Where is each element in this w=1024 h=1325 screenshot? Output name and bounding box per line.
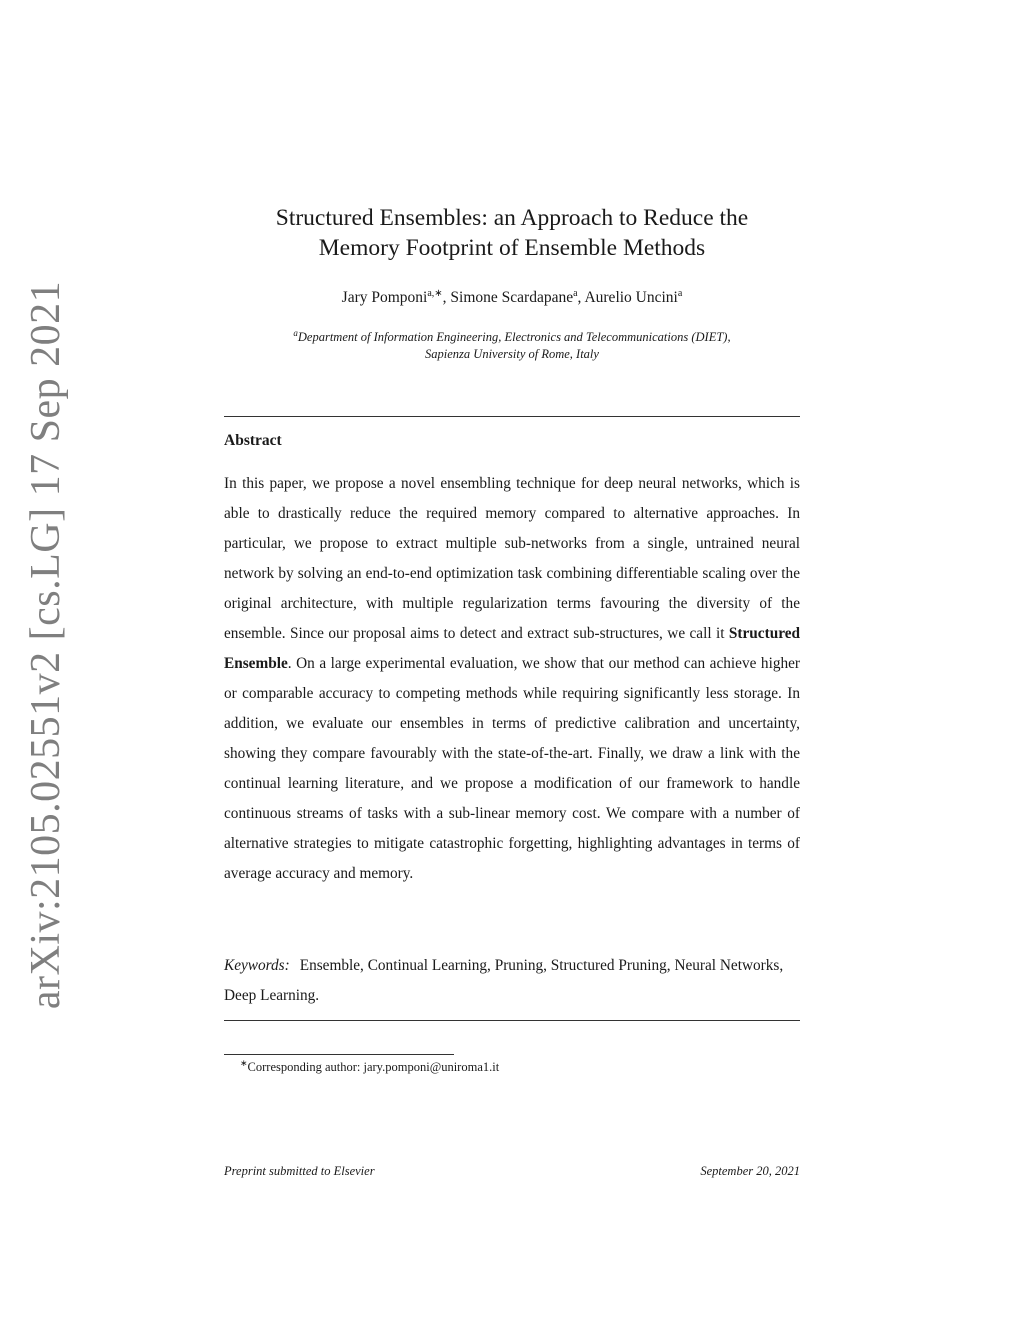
abstract-body (224, 469, 800, 889)
footer-date: September 20, 2021 (700, 1164, 800, 1178)
title-line-2: Memory Footprint of Ensemble Methods (318, 235, 706, 261)
title-line-1: Structured Ensembles: an Approach to Reduce the (275, 205, 749, 231)
author-affil-mark: a (573, 288, 578, 299)
footnote (240, 1058, 499, 1075)
author-affil-mark: a (677, 288, 683, 299)
affiliation-line-2: Sapienza University of Rome, Italy (425, 347, 599, 362)
affiliation-line-1: Department of Information Engineering, Electronics and Telecommunications (DIET), (297, 330, 731, 345)
author-list: Jary Pomponi$^{a,∗}$, Simone Scardapane$^a$, Aurelio Uncini$^a$ (341, 288, 683, 307)
abstract-text-part-1: In this paper, we propose a novel ensembling technique for deep neural networks, which is able to drastically reduce the required memory compared to alternative approaches. In particular, we propose to extract multiple sub-networks from a single, untrained neural network by solving an end-to-end optimization task combining differentiable scaling over the original architecture, with multiple regularization terms favouring the diversity of the ensemble. Since our proposal aims to detect and extract sub-structures, we call it (224, 475, 800, 642)
arxiv-stamp-text: arXiv:2105.02551v2 [cs.LG] 17 Sep 2021 (23, 280, 69, 1010)
author-name: Aurelio Uncini (584, 289, 678, 307)
footer-journal: Preprint submitted to Elsevier (224, 1164, 375, 1178)
top-divider (224, 416, 800, 417)
keywords (224, 951, 784, 1011)
keywords-text: Ensemble, Continual Learning, Pruning, Structured Pruning, Neural Networks, Deep Learning. (224, 957, 784, 1004)
author-affil-mark: a,∗ (427, 288, 443, 299)
footnote-rule (224, 1054, 454, 1055)
author-name: Jary Pomponi (341, 289, 428, 307)
paper-title (224, 203, 800, 263)
abstract-method-name: Structured Ensemble (224, 625, 801, 672)
footnote-text: Corresponding author: jary.pomponi@uniroma1.it (247, 1060, 500, 1075)
page-footer (224, 1164, 800, 1179)
keywords-label: Keywords: (224, 957, 290, 974)
footnote-mark: ∗ (240, 1058, 248, 1068)
affiliation-mark: a (293, 328, 298, 338)
affiliation (224, 325, 800, 363)
bottom-divider (224, 1020, 800, 1021)
abstract-heading: Abstract (224, 432, 282, 449)
abstract-text-part-2: . On a large experimental evaluation, we show that our method can achieve higher or comparable accuracy to competing methods while requiring significantly less storage. In addition, we evaluate our ensembles in terms of predictive calibration and uncertainty, showing they compare favourably with the state-of-the-art. Finally, we draw a link with the continual learning literature, and we propose a modification of our framework to handle continuous streams of tasks with a sub-linear memory cost. We compare with a number of alternative strategies to mitigate catastrophic forgetting, highlighting advantages in terms of average accuracy and memory. (224, 655, 800, 882)
author-name: Simone Scardapane (450, 289, 574, 307)
